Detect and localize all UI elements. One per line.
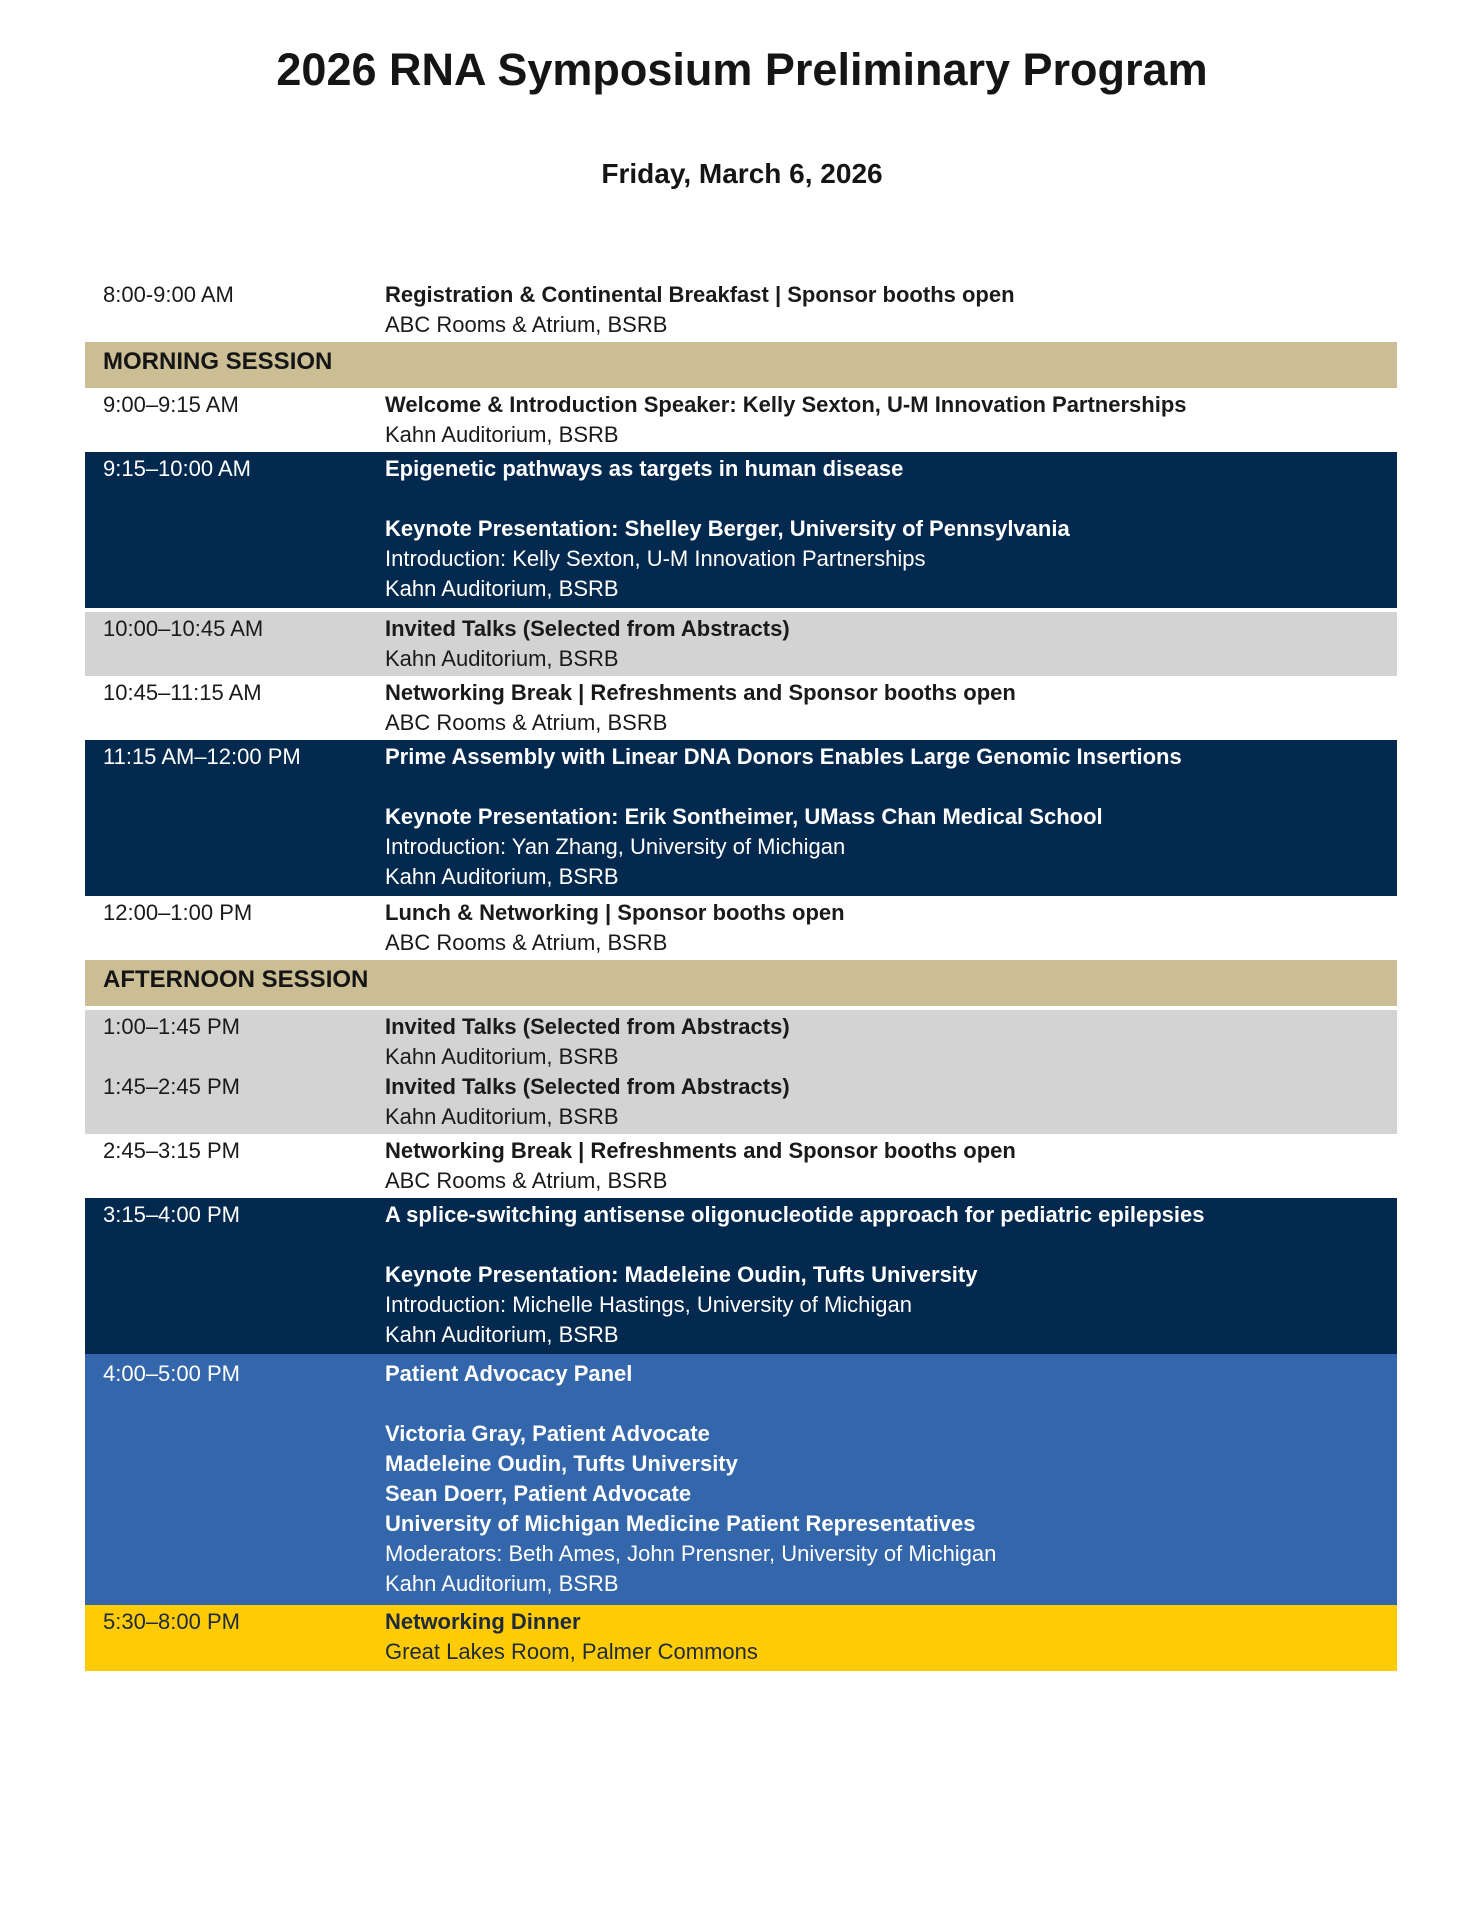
schedule-row-keynote-berger — [85, 452, 1397, 608]
event-location: ABC Rooms & Atrium, BSRB — [385, 312, 668, 337]
schedule-row-networking-break-1 — [85, 676, 1397, 740]
spacer-line — [385, 1230, 1389, 1260]
event-title: Lunch & Networking | Sponsor booths open — [385, 900, 845, 925]
event-location: ABC Rooms & Atrium, BSRB — [385, 930, 668, 955]
event-title: Registration & Continental Breakfast | Sponsor booths open — [385, 282, 1015, 307]
keynote-line: Keynote Presentation: Madeleine Oudin, Tufts University — [385, 1262, 978, 1287]
event-title: Welcome & Introduction Speaker: Kelly Sexton, U-M Innovation Partnerships — [385, 392, 1187, 417]
time-cell: 1:00–1:45 PM — [103, 1014, 240, 1039]
panelist-line: Madeleine Oudin, Tufts University — [385, 1451, 738, 1476]
time-cell: 2:45–3:15 PM — [103, 1138, 240, 1163]
time-cell: 4:00–5:00 PM — [103, 1361, 240, 1386]
introduction-line: Introduction: Yan Zhang, University of Michigan — [385, 834, 846, 859]
schedule-row-welcome — [85, 388, 1397, 452]
time-cell: 10:00–10:45 AM — [103, 616, 264, 641]
schedule-row-invited-talks-1 — [85, 612, 1397, 676]
panelist-line: University of Michigan Medicine Patient Representatives — [385, 1511, 976, 1536]
session-header-afternoon — [85, 960, 1397, 1006]
event-title: Prime Assembly with Linear DNA Donors Enables Large Genomic Insertions — [385, 744, 1182, 769]
event-location: Kahn Auditorium, BSRB — [385, 864, 619, 889]
session-header-morning — [85, 342, 1397, 388]
event-location: ABC Rooms & Atrium, BSRB — [385, 1168, 668, 1193]
event-title: Networking Break | Refreshments and Sponsor booths open — [385, 680, 1016, 705]
panelist-line: Victoria Gray, Patient Advocate — [385, 1421, 710, 1446]
schedule-row-keynote-sontheimer — [85, 740, 1397, 896]
introduction-line: Introduction: Michelle Hastings, University of Michigan — [385, 1292, 913, 1317]
keynote-line: Keynote Presentation: Shelley Berger, University of Pennsylvania — [385, 516, 1070, 541]
session-label: MORNING SESSION — [103, 348, 333, 375]
schedule-row-networking-break-2 — [85, 1134, 1397, 1198]
schedule-row-networking-dinner — [85, 1605, 1397, 1671]
event-location: Kahn Auditorium, BSRB — [385, 646, 619, 671]
time-cell: 10:45–11:15 AM — [103, 680, 262, 705]
time-cell: 12:00–1:00 PM — [103, 900, 253, 925]
schedule-row-invited-talks-2 — [85, 1010, 1397, 1072]
event-title: Epigenetic pathways as targets in human disease — [385, 456, 904, 481]
event-title: Networking Break | Refreshments and Sponsor booths open — [385, 1138, 1016, 1163]
time-cell: 1:45–2:45 PM — [103, 1074, 240, 1099]
time-cell: 5:30–8:00 PM — [103, 1609, 240, 1634]
schedule-row-lunch — [85, 896, 1397, 960]
session-label: AFTERNOON SESSION — [103, 966, 369, 993]
event-location: Kahn Auditorium, BSRB — [385, 1322, 619, 1347]
event-title: Invited Talks (Selected from Abstracts) — [385, 616, 790, 641]
time-cell: 8:00-9:00 AM — [103, 282, 234, 307]
time-cell: 9:00–9:15 AM — [103, 392, 239, 417]
introduction-line: Introduction: Kelly Sexton, U-M Innovation Partnerships — [385, 546, 926, 571]
panelist-line: Sean Doerr, Patient Advocate — [385, 1481, 692, 1506]
event-location: Great Lakes Room, Palmer Commons — [385, 1639, 758, 1664]
schedule-row-registration — [85, 278, 1397, 342]
spacer-line — [385, 1389, 1389, 1419]
date-heading: Friday, March 6, 2026 — [601, 158, 883, 189]
event-title: Networking Dinner — [385, 1609, 581, 1634]
schedule-row-keynote-oudin — [85, 1198, 1397, 1354]
event-title: Invited Talks (Selected from Abstracts) — [385, 1014, 790, 1039]
event-location: Kahn Auditorium, BSRB — [385, 1044, 619, 1069]
schedule-table — [85, 278, 1397, 1671]
event-location: Kahn Auditorium, BSRB — [385, 1104, 619, 1129]
page-title: 2026 RNA Symposium Preliminary Program — [276, 44, 1208, 95]
schedule-row-patient-advocacy-panel — [85, 1354, 1397, 1605]
spacer-line — [385, 484, 1389, 514]
time-cell: 3:15–4:00 PM — [103, 1202, 240, 1227]
event-location: Kahn Auditorium, BSRB — [385, 576, 619, 601]
event-title: Patient Advocacy Panel — [385, 1361, 633, 1386]
event-location: Kahn Auditorium, BSRB — [385, 422, 619, 447]
event-location: Kahn Auditorium, BSRB — [385, 1571, 619, 1596]
event-title: A splice-switching antisense oligonucleotide approach for pediatric epilepsies — [385, 1202, 1205, 1227]
keynote-line: Keynote Presentation: Erik Sontheimer, UMass Chan Medical School — [385, 804, 1103, 829]
time-cell: 9:15–10:00 AM — [103, 456, 252, 481]
spacer-line — [385, 772, 1389, 802]
time-cell: 11:15 AM–12:00 PM — [103, 744, 301, 769]
event-title: Invited Talks (Selected from Abstracts) — [385, 1074, 790, 1099]
moderators-line: Moderators: Beth Ames, John Prensner, University of Michigan — [385, 1541, 997, 1566]
schedule-row-invited-talks-3 — [85, 1072, 1397, 1134]
event-location: ABC Rooms & Atrium, BSRB — [385, 710, 668, 735]
